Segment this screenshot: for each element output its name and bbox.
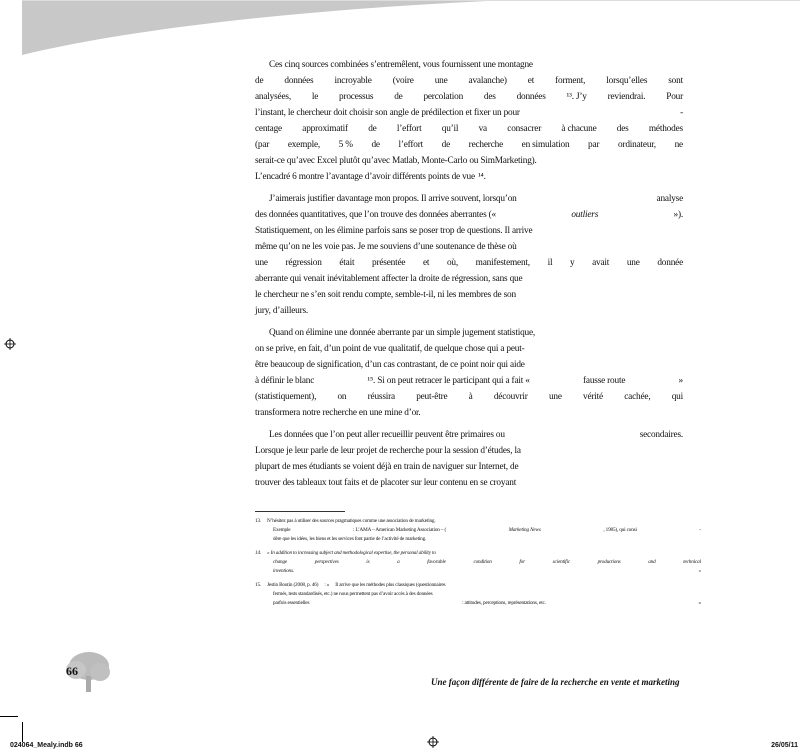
body-word: incroyable [334,76,372,86]
footnotes [255,517,701,608]
body-word: » [678,376,683,386]
body-word: J’aimerais justifier davantage mon propos. Il arrive souvent, lorsqu’on [269,194,517,204]
body-line [255,459,683,475]
body-word: données [516,92,546,102]
body-word: une [255,258,268,268]
body-word: une [626,258,640,268]
body-word: centage [255,124,282,134]
body-word: Pour [666,92,683,102]
footnote-word: change [273,559,288,565]
body-line [255,191,683,207]
body-word: Lorsque je leur parle de leur projet de recherche pour la session d’études, la [255,446,521,456]
registration-mark-icon [4,338,16,350]
body-word: y [570,258,575,268]
footnote-word: dère que les idées, les biens et les services font partie de l’activité de marketing. [273,536,427,542]
body-line [255,239,683,255]
page-corner-shade [22,1,492,57]
body-word: et [423,258,430,268]
footnote-line [255,535,701,544]
footnote-word: and [648,559,656,565]
body-word: on se prive, en fait, d’un point de vue qualitatif, de quelque chose qui a peut- [255,344,525,354]
footnote-word: a [397,559,400,565]
slug-date: 26/05/11 [771,742,798,749]
body-word: Les données que l’on peut aller recueillir peuvent être primaires ou [269,430,505,440]
body-word: - [680,108,683,118]
body-word: on [337,392,347,402]
body-word: des [483,92,496,102]
body-word: analysées, [255,92,291,102]
body-word: il [547,258,553,268]
slug-file-name: 024064_Mealy.indb 66 [10,742,83,749]
body-word: cachée, [624,392,651,402]
footnote-line [255,599,701,608]
body-word: plupart de mes étudiants se voient déjà en train de naviguer sur Internet, de [255,462,519,472]
body-word: données [284,76,314,86]
body-word: même qu’on ne les voie pas. Je me souviens d’une soutenance de thèse où [255,242,517,252]
body-word: ¹⁴. [477,172,486,182]
footnote-line [255,567,701,576]
footnote-word: perspectives [314,559,339,565]
body-line [255,137,683,153]
footnote-line [255,590,701,599]
registration-mark-icon [427,736,439,748]
footnote-word: Jestin Boutin (2008, p. 46) [267,582,319,588]
body-word: forment, [555,76,586,86]
body-line [255,121,683,137]
body-word: à [468,392,473,402]
footnote-word: 13. [255,518,262,524]
body-word: jury, d’ailleurs. [255,306,309,316]
body-word: sont [668,76,683,86]
body-line [255,325,683,341]
footnote-word: inventions. [273,568,294,574]
body-word: à définir le blanc [255,376,315,386]
footnote-line [255,526,701,535]
body-line [255,169,683,185]
body-line [255,57,683,73]
body-line [255,427,683,443]
body-word: avalanche) [468,76,507,86]
footnote-word: productions [597,559,621,565]
body-word: recherche [468,140,503,150]
body-word: présentée [372,258,406,268]
body-word: l’effort [396,124,422,134]
body-line [255,153,683,169]
footnote-word: « In addition to increasing subject and methodological expertise, the personal ability to [267,550,436,556]
footnote-word: parfois essentielles [273,600,310,606]
crop-mark [0,716,18,717]
body-word: trouver des tableaux tout faits et de placoter sur leur contenu en se croyant [255,478,517,488]
footnote-rule [255,511,345,512]
body-word: »). [673,210,683,220]
body-line [255,341,683,357]
footnote-word: 14. [255,550,262,556]
footnote-word: Exemple [273,527,291,533]
body-line [255,271,683,287]
footnote-line [255,558,701,567]
body-word: reviendrai. [607,92,646,102]
body-word: vérité [583,392,603,402]
body-word: va [478,124,487,134]
body-word: Ces cinq sources combinées s’entremêlent, vous fournissent une montagne [269,60,533,70]
body-word: méthodes [648,124,683,134]
body-word: et [527,76,535,86]
body-word: découvrir [493,392,528,402]
footnote-word: 15. [255,582,262,588]
body-word: serait-ce qu’avec Excel plutôt qu’avec Matlab, Monte-Carlo ou SimMarketing). [255,156,537,166]
body-word: consacrer [507,124,542,134]
body-word: par [588,140,600,150]
body-word: à chacune [561,124,597,134]
footnote-word: fermés, tests standardisés, etc.) ne nous permettent pas d’avoir accès à des données [273,591,433,597]
running-head: Une façon différente de faire de la recherche en vente et marketing [431,677,680,687]
footnote-word: : L’AMA – American Marketing Association – ( [353,527,447,533]
body-word: de [371,140,380,150]
body-word: lorsqu’elles [606,76,648,86]
body-word: L’encadré 6 montre l’avantage d’avoir différents points de vue [255,172,475,182]
body-text [255,57,683,491]
body-word: ¹³. J’y [566,92,587,102]
footnote-line [255,549,701,558]
crop-mark [22,722,23,742]
body-line [255,89,683,105]
body-word: qui [671,392,683,402]
body-word: analyse [656,194,683,204]
body-word: le chercheur ne s’en soit rendu compte, semble-t-il, ni les membres de son [255,290,516,300]
page-number: 66 [66,664,78,678]
body-line [255,475,683,491]
body-word: ne [674,140,683,150]
body-word: Statistiquement, on les élimine parfois sans se poser trop de questions. Il arrive [255,226,533,236]
body-word: l’effort [398,140,424,150]
footnote-word: technical [683,559,701,565]
body-word: de [255,76,264,86]
body-line [255,303,683,319]
footnote-line [255,517,701,526]
body-word: de [368,124,377,134]
body-word: avait [592,258,610,268]
body-word: régression [285,258,322,268]
body-word: de [441,140,451,150]
footnote-word: for [519,559,525,565]
body-line [255,357,683,373]
body-word: une [548,392,562,402]
body-word: des [616,124,629,134]
body-word: l’instant, le chercheur doit choisir son angle de prédilection et fixer un pour [255,108,520,118]
footnote-word: » [698,600,701,606]
footnote-word: N’hésitez pas à utiliser des sources pragmatiques comme une association de marketing. [267,518,436,524]
footnote-word: Marketing News [508,527,541,533]
body-word: donnée [657,258,683,268]
body-word: (par [255,140,270,150]
footnote-word: : « [324,582,330,588]
footnote-word: : attitudes, perceptions, représentations, etc. [462,600,546,606]
body-line [255,389,683,405]
body-word: percolation [423,92,464,102]
body-line [255,255,683,271]
footnote-word: favorable [427,559,446,565]
body-line [255,105,683,121]
body-word: processus [338,92,374,102]
body-word: une [434,76,448,86]
body-word: ¹⁵. Si on peut retracer le participant qui a fait « [367,376,530,386]
footnote-word: is [366,559,370,565]
body-line [255,405,683,421]
body-word: manifestement, [475,258,530,268]
body-line [255,207,683,223]
body-word: outliers [571,210,599,220]
body-word: être beaucoup de signification, d’un cas contrastant, de ce point noir qui aide [255,360,525,370]
body-word: en simulation [521,140,570,150]
body-word: peut-être [416,392,448,402]
footnote-word: - [699,527,701,533]
body-word: ordinateur, [617,140,656,150]
footnote-word: , 1985), qui consi [603,527,637,533]
body-word: approximatif [302,124,348,134]
body-word: 5 % [338,140,353,150]
body-word: où, [446,258,458,268]
body-word: fausse route [583,376,626,386]
footnote-word: condition [473,559,492,565]
footnote-word: scientific [552,559,570,565]
body-word: Quand on élimine une donnée aberrante par un simple jugement statistique, [269,328,536,338]
body-line [255,73,683,89]
body-word: des données quantitatives, que l’on trouve des données aberrantes (« [255,210,496,220]
body-word: aberrante qui venait inévitablement affecter la droite de régression, sans que [255,274,523,284]
body-word: (statistiquement), [255,392,317,402]
body-word: transformera notre recherche en une mine d’or. [255,408,421,418]
body-line [255,443,683,459]
body-line [255,287,683,303]
footnote-word: Il arrive que les méthodes plus classiques (questionnaires [335,582,446,588]
footnote-line [255,581,701,590]
body-word: (voire [392,76,414,86]
footnote-word: » [698,568,701,574]
body-line [255,373,683,389]
body-word: qu’il [441,124,459,134]
body-word: était [339,258,355,268]
body-line [255,223,683,239]
body-word: réussira [367,392,395,402]
body-word: le [311,92,319,102]
body-word: secondaires. [639,430,683,440]
body-word: de [394,92,403,102]
body-word: exemple, [287,140,321,150]
